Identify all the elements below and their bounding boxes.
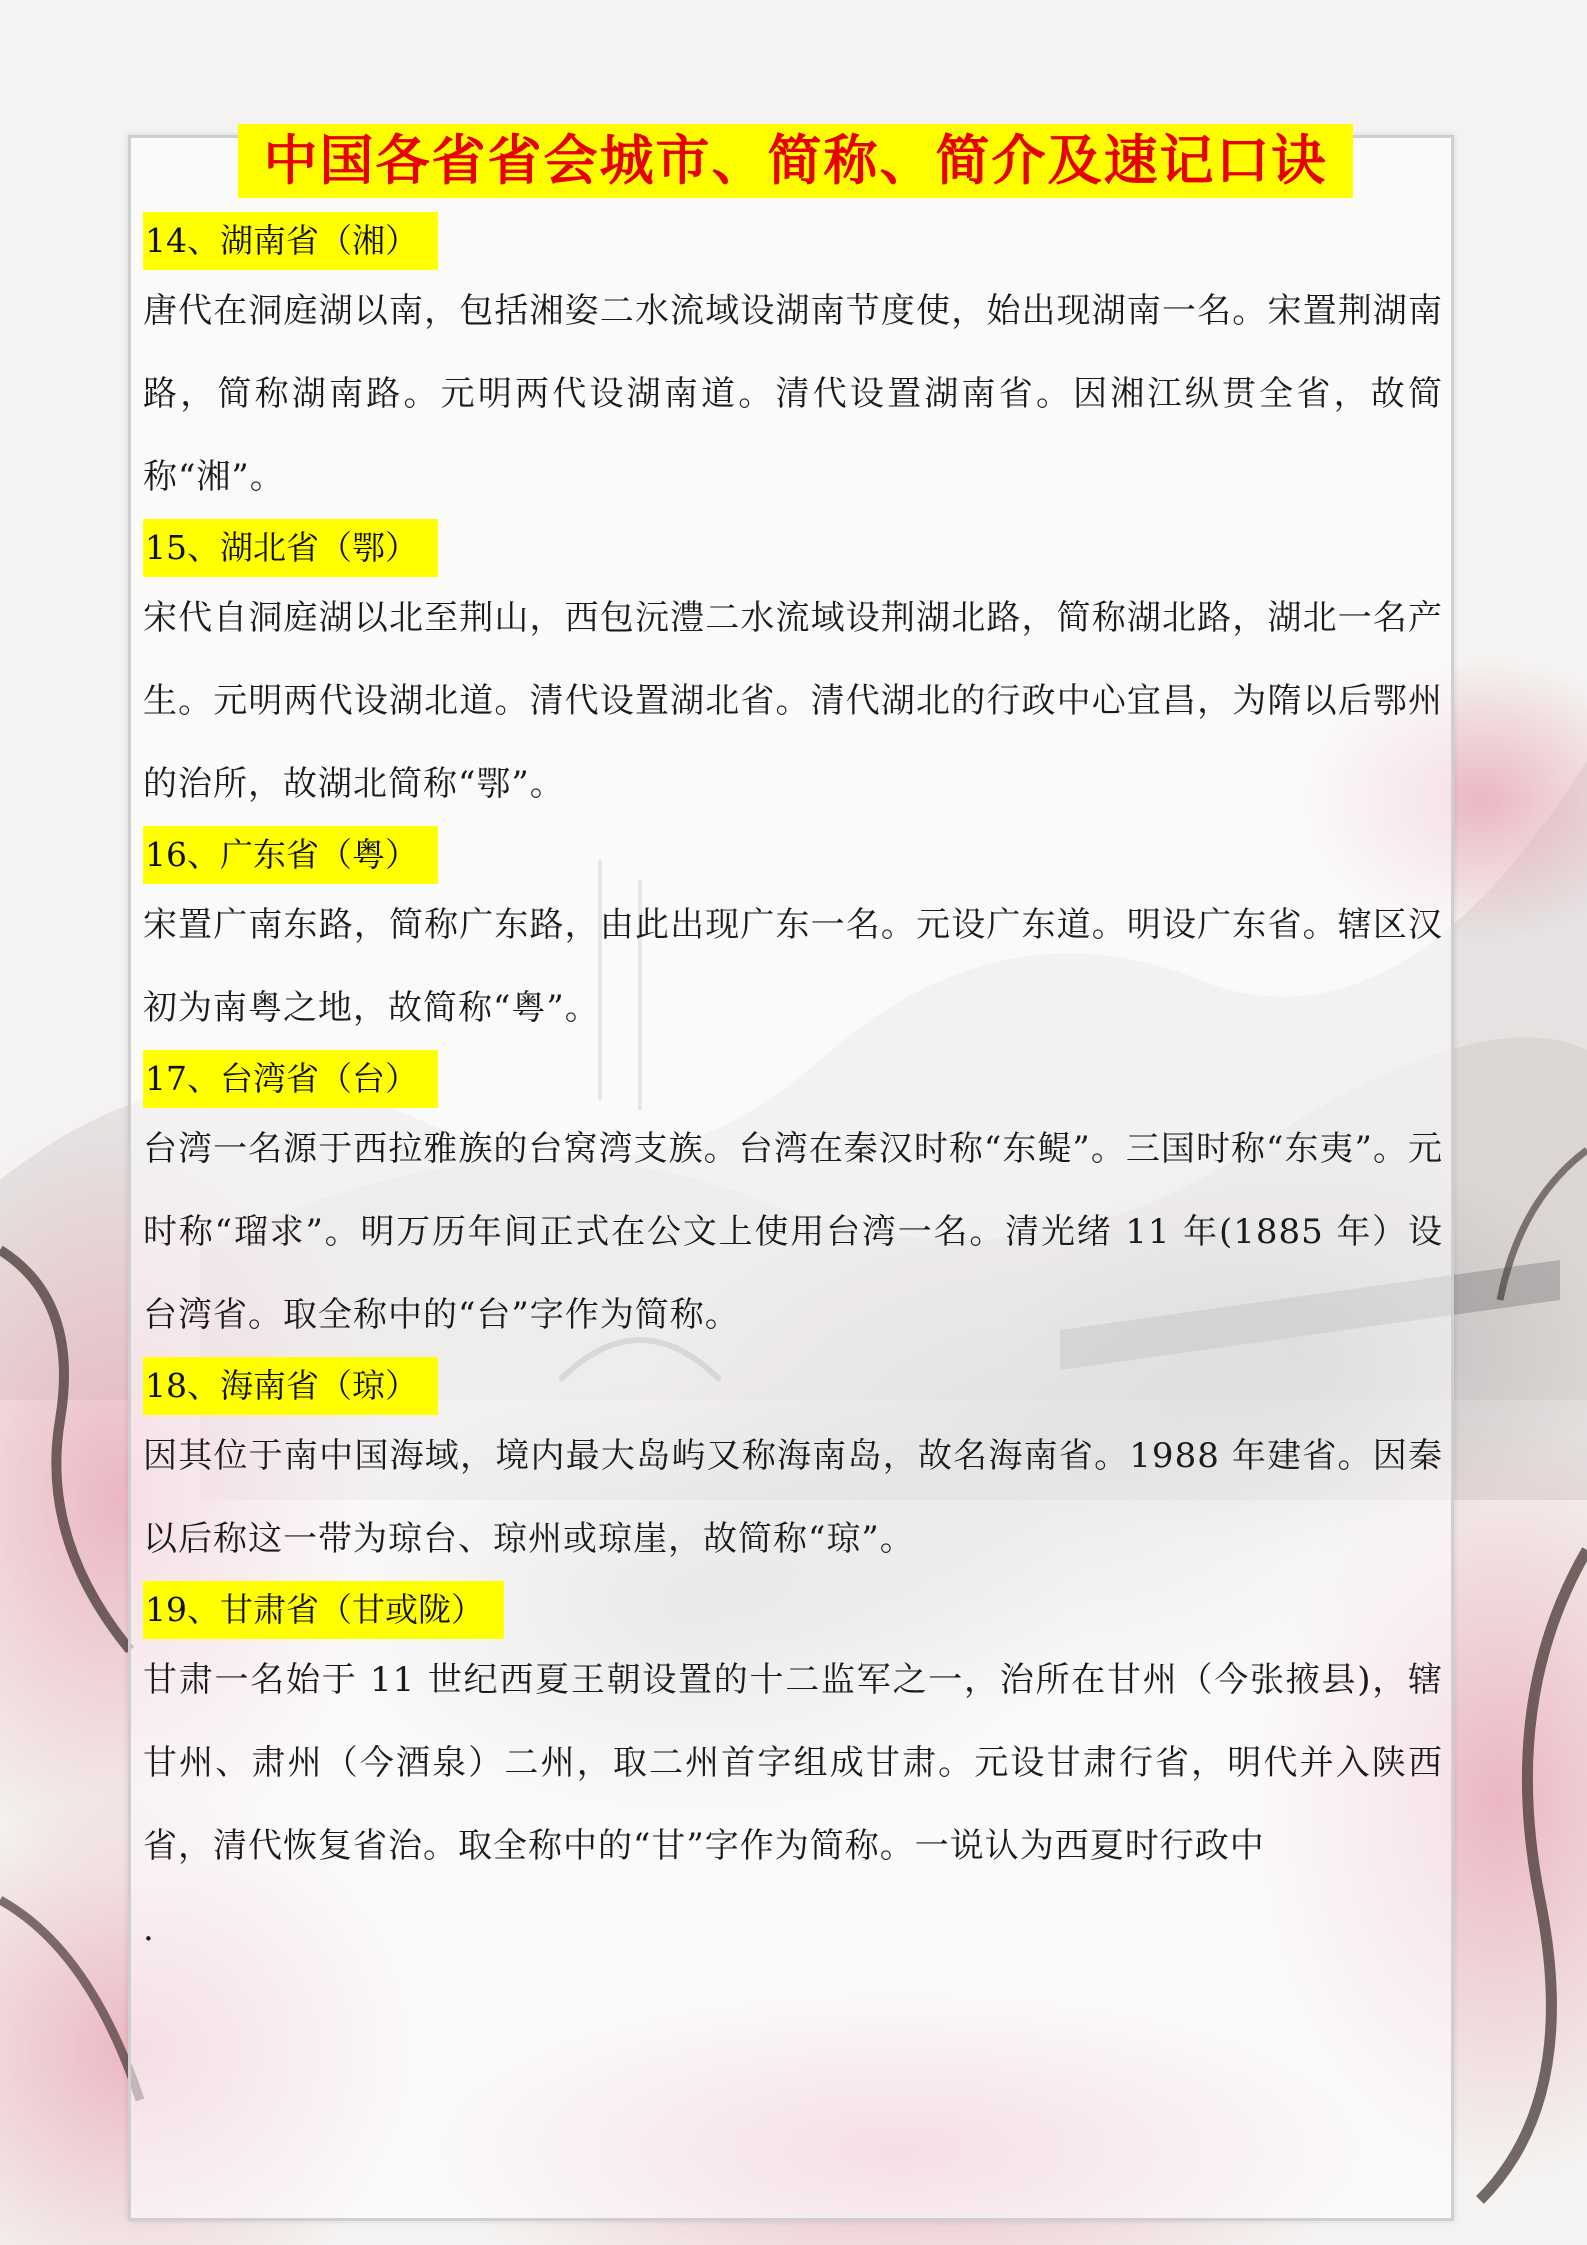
section-heading: 15、湖北省（鄂） [143, 519, 438, 577]
section-hubei [143, 519, 1443, 826]
section-guangdong [143, 826, 1443, 1050]
section-heading: 17、台湾省（台） [143, 1050, 438, 1108]
section-text: 唐代在洞庭湖以南，包括湘姿二水流域设湖南节度使，始出现湖南一名。宋置荆湖南路，简称湖南路。元明两代设湖南道。清代设置湖南省。因湘江纵贯全省，故简称“湘”。 [143, 291, 1443, 497]
page-title: 中国各省省会城市、简称、简介及速记口诀 [238, 124, 1353, 198]
section-heading: 19、甘肃省（甘或陇） [143, 1581, 504, 1639]
section-text: 宋置广南东路，简称广东路，由此出现广东一名。元设广东道。明设广东省。辖区汉初为南粤之地，故简称“粤”。 [143, 905, 1443, 1028]
section-text: 台湾一名源于西拉雅族的台窝湾支族。台湾在秦汉时称“东鳀”。三国时称“东夷”。元时称“瑠求”。明万历年间正式在公文上使用台湾一名。清光绪 11 年(1885 年）设台湾省。取全称中的“台”字作为简称。 [143, 1129, 1443, 1335]
trailing-mark: . [143, 1909, 155, 1949]
section-text: 宋代自洞庭湖以北至荆山，西包沅澧二水流域设荆湖北路，简称湖北路，湖北一名产生。元明两代设湖北道。清代设置湖北省。清代湖北的行政中心宜昌，为隋以后鄂州的治所，故湖北简称“鄂”。 [143, 598, 1443, 804]
section-taiwan [143, 1050, 1443, 1357]
section-heading: 18、海南省（琼） [143, 1357, 438, 1415]
section-text: 因其位于南中国海域，境内最大岛屿又称海南岛，故名海南省。1988 年建省。因秦以后称这一带为琼台、琼州或琼崖，故简称“琼”。 [143, 1436, 1443, 1559]
section-hunan [143, 212, 1443, 519]
section-heading: 16、广东省（粤） [143, 826, 438, 884]
section-hainan [143, 1357, 1443, 1581]
section-gansu [143, 1581, 1443, 1888]
section-text: 甘肃一名始于 11 世纪西夏王朝设置的十二监军之一，治所在甘州（今张掖县)，辖甘州、肃州（今酒泉）二州，取二州首字组成甘肃。元设甘肃行省，明代并入陕西省，清代恢复省治。取全称中的“甘”字作为简称。一说认为西夏时行政中 [143, 1660, 1443, 1866]
content-area [143, 212, 1443, 1971]
section-heading: 14、湖南省（湘） [143, 212, 438, 270]
